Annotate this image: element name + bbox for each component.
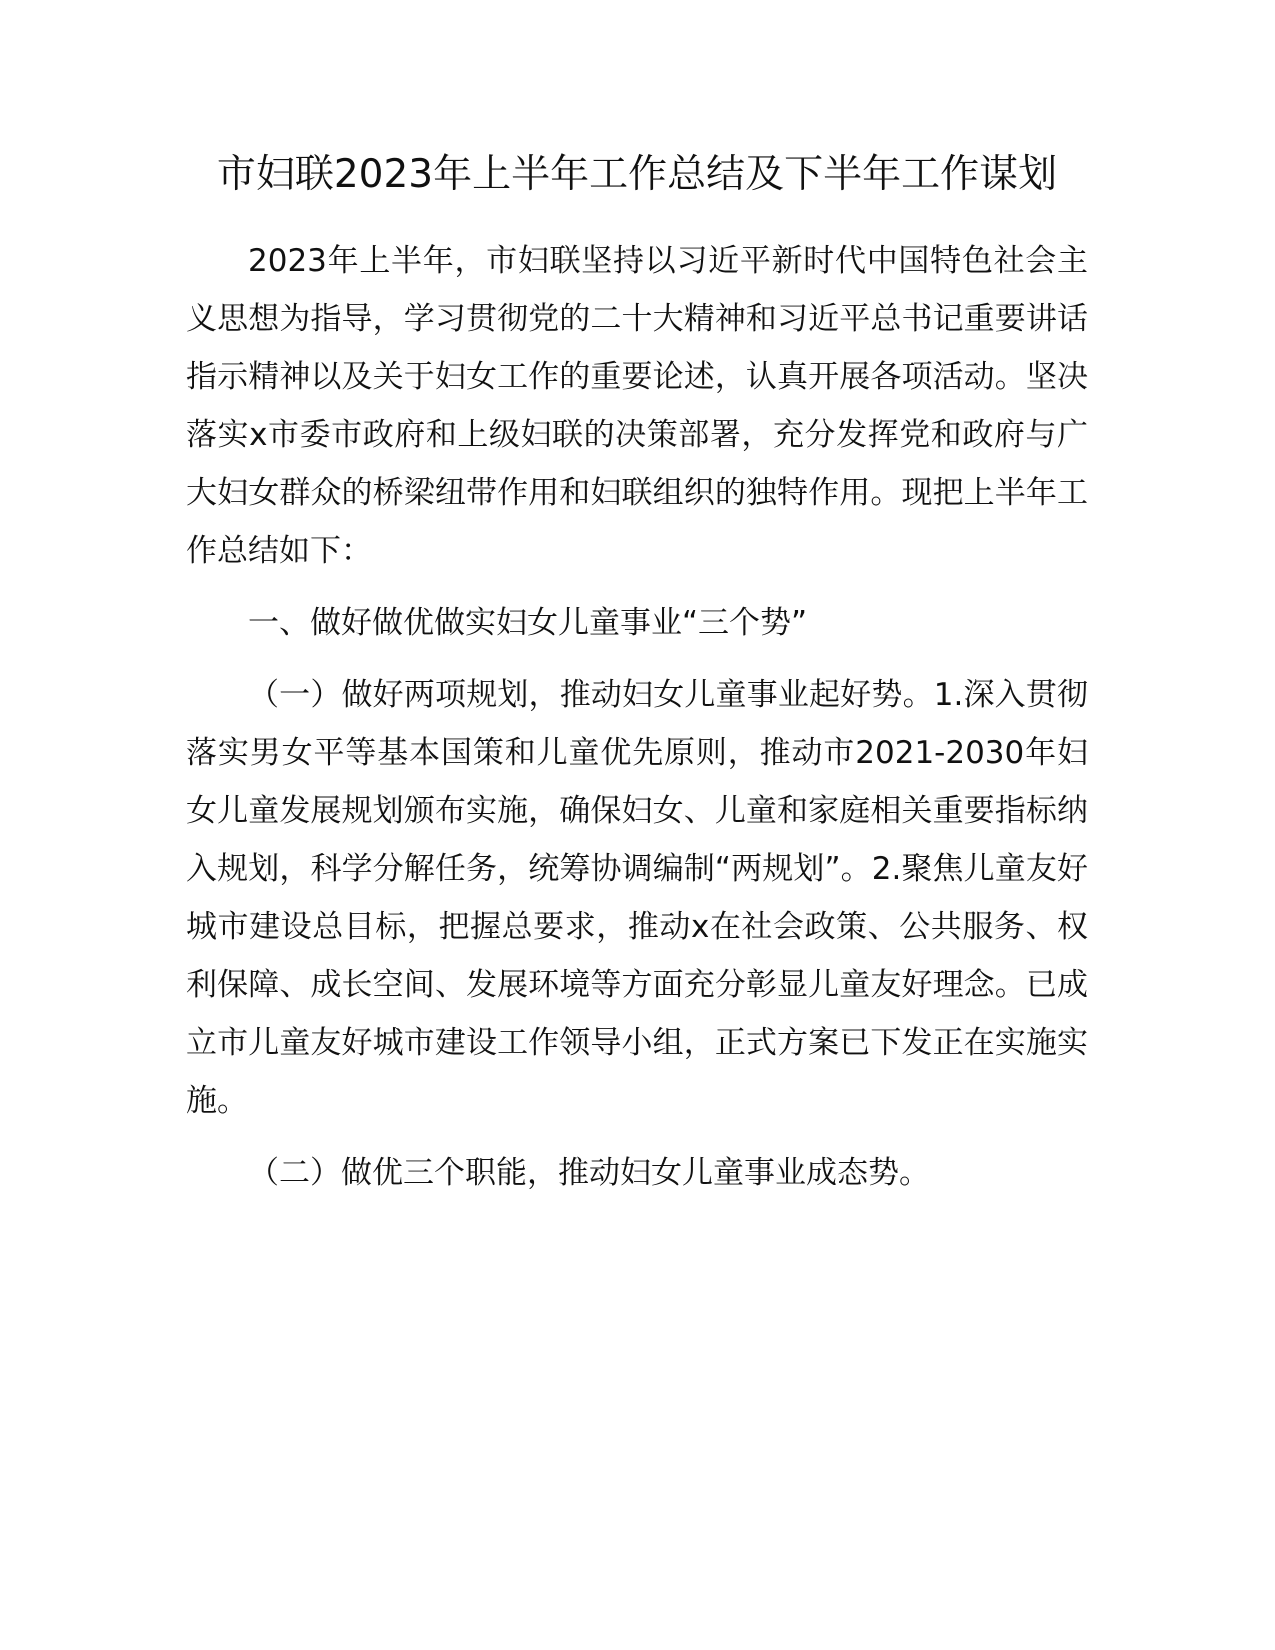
subsection-1-paragraph: （一）做好两项规划，推动妇女儿童事业起好势。1.深入贯彻落实男女平等基本国策和儿童优先原则，推动市2021-2030年妇女儿童发展规划颁布实施，确保妇女、儿童和家庭相关重要指标纳入规划，科学分解任务，统筹协调编制“两规划”。2.聚焦儿童友好城市建设总目标，把握总要求，推动x在社会政策、公共服务、权利保障、成长空间、发展环境等方面充分彰显儿童友好理念。已成立市儿童友好城市建设工作领导小组，正式方案已下发正在实施实施。 bbox=[186, 677, 1088, 1119]
intro-paragraph: 2023年上半年，市妇联坚持以习近平新时代中国特色社会主义思想为指导，学习贯彻党的二十大精神和习近平总书记重要讲话指示精神以及关于妇女工作的重要论述，认真开展各项活动。坚决落实x市委市政府和上级妇联的决策部署，充分发挥党和政府与广大妇女群众的桥梁纽带作用和妇联组织的独特作用。现把上半年工作总结如下： bbox=[186, 243, 1088, 569]
document-title: 市妇联2023年上半年工作总结及下半年工作谋划 bbox=[216, 152, 1058, 197]
subsection-2-paragraph: （二）做优三个职能，推动妇女儿童事业成态势。 bbox=[248, 1155, 930, 1191]
document-body bbox=[186, 148, 1088, 1202]
section-heading-1: 一、做好做优做实妇女儿童事业“三个势” bbox=[248, 605, 808, 641]
